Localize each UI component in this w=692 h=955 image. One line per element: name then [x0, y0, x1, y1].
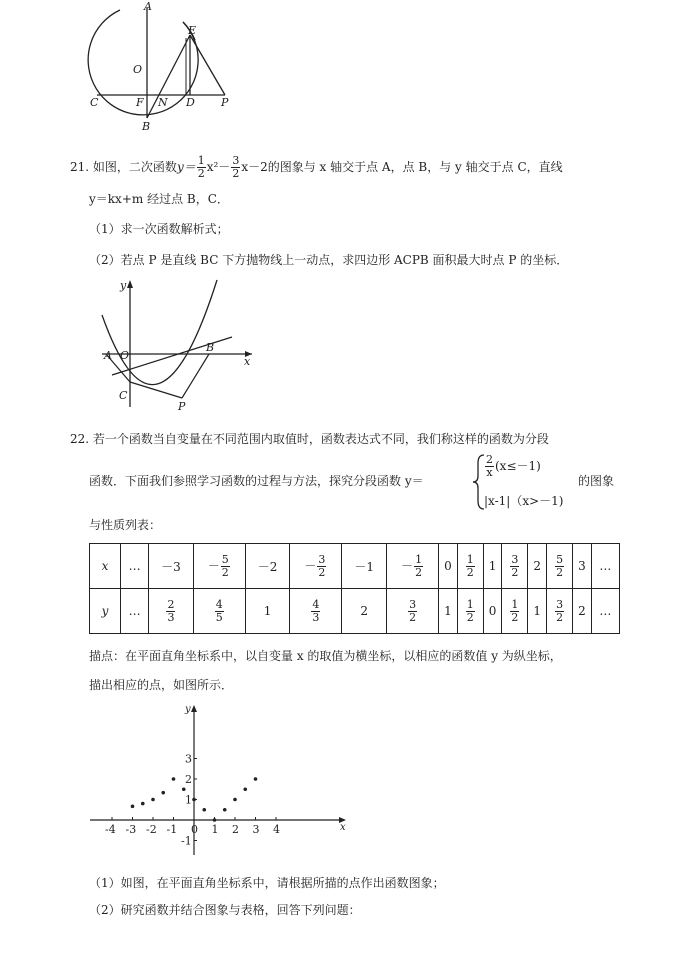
q21-intro: 如图，二次函数 [92, 160, 177, 174]
q21-tail: x－2 [241, 160, 268, 174]
q22-desc1: 描点：在平面直角坐标系中，以自变量 x 的取值为横坐标，以相应的函数值 y 为纵坐标， [89, 649, 562, 663]
y-cell: 1 [439, 589, 458, 634]
q21-line1 [70, 155, 563, 180]
q22-case2: |x-1|（x>－1) [484, 494, 564, 508]
y-cell: $\frac{1}{2}$ [457, 589, 483, 634]
y-cell: 2 [342, 589, 387, 634]
x-tick-label: 0 [191, 823, 198, 836]
x-cell: 0 [439, 544, 458, 589]
y-tick-label: 3 [185, 752, 192, 766]
y-cell: 2 [573, 589, 592, 634]
q21-intro-b: 的图象与 x 轴交于点 A，点 B，与 y 轴交于点 C，直线 [267, 160, 563, 174]
row-label-y: y [90, 589, 121, 634]
q21-x2: x²－ [206, 160, 231, 174]
plot-point [202, 808, 206, 812]
label-o2: O [120, 349, 130, 362]
y-tick-label: 1 [185, 793, 192, 807]
plot-point [172, 777, 176, 781]
q22-part1: （1）如图，在平面直角坐标系中，请根据所描的点作出函数图象； [89, 876, 445, 890]
label-n: N [158, 96, 168, 109]
label-a: A [144, 0, 152, 13]
y-cell: 1 [528, 589, 547, 634]
plot-point [131, 805, 135, 809]
x-cell: － $\frac{1}{2}$ [387, 544, 439, 589]
x-cell: $\frac{5}{2}$ [547, 544, 573, 589]
q21-line2: y＝kx+m 经过点 B，C． [89, 192, 229, 206]
plot-point [223, 808, 227, 812]
q21-frac1: $\frac{1}{2}$ [197, 154, 205, 180]
q22-line2b: 的图象 [578, 474, 615, 488]
q21-part1: （1）求一次函数解析式； [89, 222, 229, 236]
q21-number: 21. [70, 160, 90, 174]
label-p: P [221, 96, 229, 109]
label-f: F [136, 96, 144, 109]
x-cell: －3 [149, 544, 194, 589]
y-tick-label: -1 [181, 834, 192, 848]
q22-case1: $\frac{2}{x}$ (x≤－1) [486, 453, 541, 479]
y-axis-arrow [191, 705, 197, 712]
label-b2: B [206, 341, 215, 354]
y-cell: $\frac{4}{3}$ [290, 589, 342, 634]
x-tick-label: 3 [252, 823, 260, 836]
row-label-x: x [90, 544, 121, 589]
x-tick-label: -4 [105, 823, 116, 836]
label-p2: P [178, 400, 186, 413]
line-eb [147, 35, 190, 118]
parabola-figure [92, 275, 257, 415]
x-cell: －1 [342, 544, 387, 589]
x-cell: 3 [573, 544, 592, 589]
label-c2: C [119, 389, 128, 402]
x-tick-label: 1 [211, 823, 219, 836]
q22-line3: 与性质列表： [89, 518, 162, 532]
plot-point [161, 791, 165, 795]
label-o: O [133, 63, 143, 76]
x-cell: … [591, 544, 619, 589]
x-cell: －2 [245, 544, 290, 589]
axis-x-label: x [340, 822, 346, 833]
x-cell: $\frac{1}{2}$ [457, 544, 483, 589]
q22-desc2: 描出相应的点，如图所示． [89, 678, 234, 692]
points-figure [88, 700, 353, 860]
x-cell: 2 [528, 544, 547, 589]
q21-yeq: y＝ [176, 160, 196, 174]
x-tick-label: -1 [166, 823, 178, 836]
y-tick-label: 2 [185, 773, 192, 786]
table-row-x [90, 544, 620, 589]
x-tick-label: 4 [273, 823, 280, 836]
plot-point [233, 798, 237, 802]
plot-point [192, 798, 196, 802]
plot-point [151, 798, 155, 802]
label-y: y [120, 279, 127, 292]
plot-point [254, 777, 258, 781]
q22-line2: 函数．下面我们参照学习函数的过程与方法，探究分段函数 y＝ [89, 474, 424, 488]
q22-line1 [70, 432, 549, 446]
y-cell: $\frac{2}{3}$ [149, 589, 194, 634]
x-cell: 1 [483, 544, 502, 589]
y-cell: 1 [245, 589, 290, 634]
y-cell: … [121, 589, 149, 634]
circle-figure [85, 0, 245, 135]
label-e: E [188, 24, 197, 37]
label-x: x [244, 355, 251, 368]
axis-y-label: y [185, 704, 191, 715]
q22-text1: 若一个函数当自变量在不同范围内取值时，函数表达式不同，我们称这样的函数为分段 [92, 432, 549, 446]
x-tick-label: 2 [232, 823, 239, 836]
q21-part2: （2）若点 P 是直线 BC 下方抛物线上一动点，求四边形 ACPB 面积最大时点 P 的坐标． [89, 253, 569, 267]
label-c: C [90, 96, 99, 109]
y-cell: $\frac{3}{2}$ [387, 589, 439, 634]
y-cell: $\frac{3}{2}$ [547, 589, 573, 634]
y-cell: 0 [483, 589, 502, 634]
value-table [89, 543, 620, 634]
plot-point [141, 802, 145, 806]
label-b: B [142, 120, 151, 133]
x-cell: $\frac{3}{2}$ [502, 544, 528, 589]
q22-part2: （2）研究函数并结合图象与表格，回答下列问题： [89, 903, 361, 917]
table-row-y [90, 589, 620, 634]
y-cell: $\frac{4}{5}$ [193, 589, 245, 634]
plot-point [243, 787, 247, 791]
label-d: D [186, 96, 195, 109]
plot-point [213, 818, 217, 822]
x-cell: － $\frac{5}{2}$ [193, 544, 245, 589]
x-cell: － $\frac{3}{2}$ [290, 544, 342, 589]
q21-frac2: $\frac{3}{2}$ [232, 154, 240, 180]
x-cell: … [121, 544, 149, 589]
x-tick-label: -2 [146, 823, 157, 836]
y-cell: $\frac{1}{2}$ [502, 589, 528, 634]
x-tick-label: -3 [125, 823, 137, 836]
y-cell: … [591, 589, 619, 634]
label-a2: A [104, 349, 112, 362]
q22-number: 22. [70, 432, 90, 446]
plot-point [182, 787, 186, 791]
